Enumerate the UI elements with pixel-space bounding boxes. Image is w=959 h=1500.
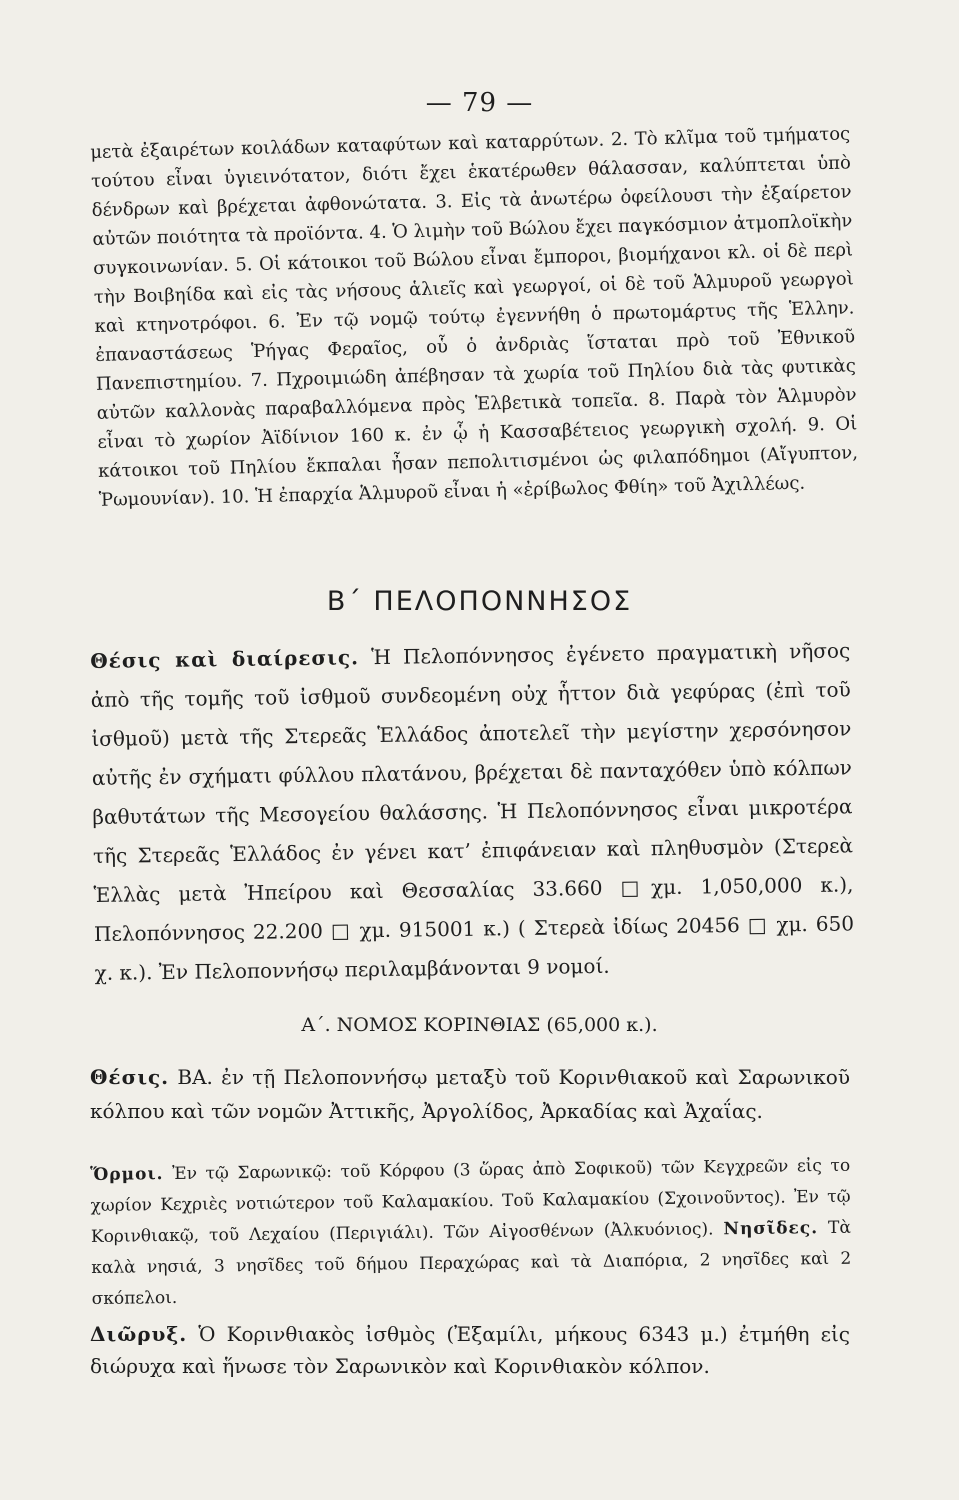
page-number: — 79 —: [425, 88, 534, 118]
canal-lead: Διῶρυξ.: [90, 1322, 188, 1346]
thesis-paragraph: [90, 631, 855, 993]
thesis-body: [90, 631, 855, 993]
position-body: [90, 1060, 850, 1128]
position-lead: Θέσις.: [90, 1065, 170, 1089]
ports-text: Ἐν τῷ Σαρωνικῷ: τοῦ Κόρφου (3 ὥρας ἀπὸ Σοφικοῦ) τῶν Κεγχρεῶν εἰς το χωρίον Κεχριὲς νοτιώτερον τοῦ Καλαμακίου. Τοῦ Καλαμακίου (Σχοινοῦντος). Ἐν τῷ Κορινθιακῷ, τοῦ Λεχαίου (Περιγιάλι). Τῶν Αἰγοσθένων (Ἀλκυόνιος).: [90, 1155, 851, 1247]
islets-text: Τὰ καλὰ νησιά, 3 νησῖδες τοῦ δήμου Περαχώρας καὶ τὰ Διαπόρια, 2 νησῖδες καὶ 2 σκόπελοι.: [91, 1217, 852, 1309]
ports-lead: Ὅρμοι.: [90, 1164, 164, 1185]
position-text: ΒΑ. ἐν τῇ Πελοποννήσῳ μεταξὺ τοῦ Κορινθιακοῦ καὶ Σαρωνικοῦ κόλπου καὶ τῶν νομῶν Ἀττικῆς, Ἀργολίδος, Ἀρκαδίας καὶ Ἀχαΐας.: [90, 1065, 850, 1123]
canal-text: Ὁ Κορινθιακὸς ἰσθμὸς (Ἐξαμίλι, μήκους 6343 μ.) ἐτμήθη εἰς διώρυχα καὶ ἥνωσε τὸν Σαρωνικὸν καὶ Κορινθιακὸν κόλπον.: [90, 1322, 850, 1378]
nomos-title: Α΄. ΝΟΜΟΣ ΚΟΡΙΝΘΙΑΣ (65,000 κ.).: [301, 1014, 658, 1036]
intro-paragraph: [90, 119, 859, 514]
ports-paragraph: [90, 1151, 852, 1315]
canal-body: [90, 1318, 850, 1382]
thesis-text: Ἡ Πελοπόννησος ἐγένετο πραγματικὴ νῆσος ἀπὸ τῆς τομῆς τοῦ ἰσθμοῦ συνδεομένη οὐχ ἧττον διὰ γεφύρας (ἐπὶ τοῦ ἰσθμοῦ) μετὰ τῆς Στερεᾶς Ἑλλάδος ἀποτελεῖ τὴν μεγίστην χερσόνησον αὐτῆς ἐν σχήματι φύλλου πλατάνου, βρέχεται δὲ πανταχόθεν ὑπὸ κόλπων βαθυτάτων τῆς Μεσογείου θαλάσσης. Ἡ Πελοπόννησος εἶναι μικροτέρα τῆς Στερεᾶς Ἑλλάδος ἐν γένει κατ’ ἐπιφάνειαν καὶ πληθυσμὸν (Στερεὰ Ἑλλὰς μετὰ Ἠπείρου καὶ Θεσσαλίας 33.660 □χμ. 1,050,000 κ.), Πελοπόννησος 22.200 □ χμ. 915001 κ.) ( Στερεὰ ἰδίως 20456 □ χμ. 650 χ. κ.). Ἐν Πελοποννήσῳ περιλαμβάνονται 9 νομοί.: [90, 638, 855, 985]
section-title: Β΄ ΠΕΛΟΠΟΝΝΗΣΟΣ: [326, 586, 633, 617]
intro-text: μετὰ ἐξαιρέτων κοιλάδων καταφύτων καὶ καταρρύτων. 2. Τὸ κλῖμα τοῦ τμήματος τούτου εἶναι ὑγιεινότατον, διότι ἔχει ἑκατέρωθεν θάλασσαν, καλύπτεται ὑπὸ δένδρων καὶ βρέχεται ἀφθονώτατα. 3. Εἰς τὰ ἀνωτέρω ὀφείλουσι τὴν ἐξαίρετον αὐτῶν ποιότητα τὰ προϊόντα. 4. Ὁ λιμὴν τοῦ Βώλου ἔχει παγκόσμιον ἀτμοπλοϊκὴν συγκοινωνίαν. 5. Οἱ κάτοικοι τοῦ Βώλου εἶναι ἔμποροι, βιομήχανοι κλ. οἱ δὲ περὶ τὴν Βοιβηίδα καὶ εἰς τὰς νήσους ἁλιεῖς καὶ γεωργοί, οἱ δὲ τοῦ Ἁλμυροῦ γεωργοὶ καὶ κτηνοτρόφοι. 6. Ἐν τῷ νομῷ τούτῳ ἐγεννήθη ὁ πρωτομάρτυς τῆς Ἑλλην. ἐπαναστάσεως Ῥήγας Φεραῖος, οὗ ὁ ἀνδριὰς ἵσταται πρὸ τοῦ Ἐθνικοῦ Πανεπιστημίου. 7. Πχροιμιώδη ἀπέβησαν τὰ χωρία τοῦ Πηλίου διὰ τὰς φυτικὰς αὐτῶν καλλονὰς παραβαλλόμενα πρὸς Ἑλβετικὰ τοπεῖα. 8. Παρὰ τὸν Ἁλμυρὸν εἶναι τὸ χωρίον Ἀϊδίνιον 160 κ. ἐν ᾧ ἡ Κασσαβέτειος γεωργικὴ σχολή. 9. Οἱ κάτοικοι τοῦ Πηλίου ἔκπαλαι ἦσαν πεπολιτισμένοι ὡς φιλαπόδημοι (Αἴγυπτον, Ῥωμουνίαν). 10. Ἡ ἐπαρχία Ἁλμυροῦ εἶναι ἡ «ἐρίβωλος Φθίη» τοῦ Ἀχιλλέως.: [90, 123, 859, 511]
canal-paragraph: [90, 1318, 850, 1382]
position-paragraph: [90, 1060, 850, 1128]
islets-lead: Νησῖδες.: [723, 1218, 819, 1240]
thesis-lead: Θέσις καὶ διαίρεσις.: [90, 645, 360, 673]
ports-body: [90, 1151, 852, 1315]
